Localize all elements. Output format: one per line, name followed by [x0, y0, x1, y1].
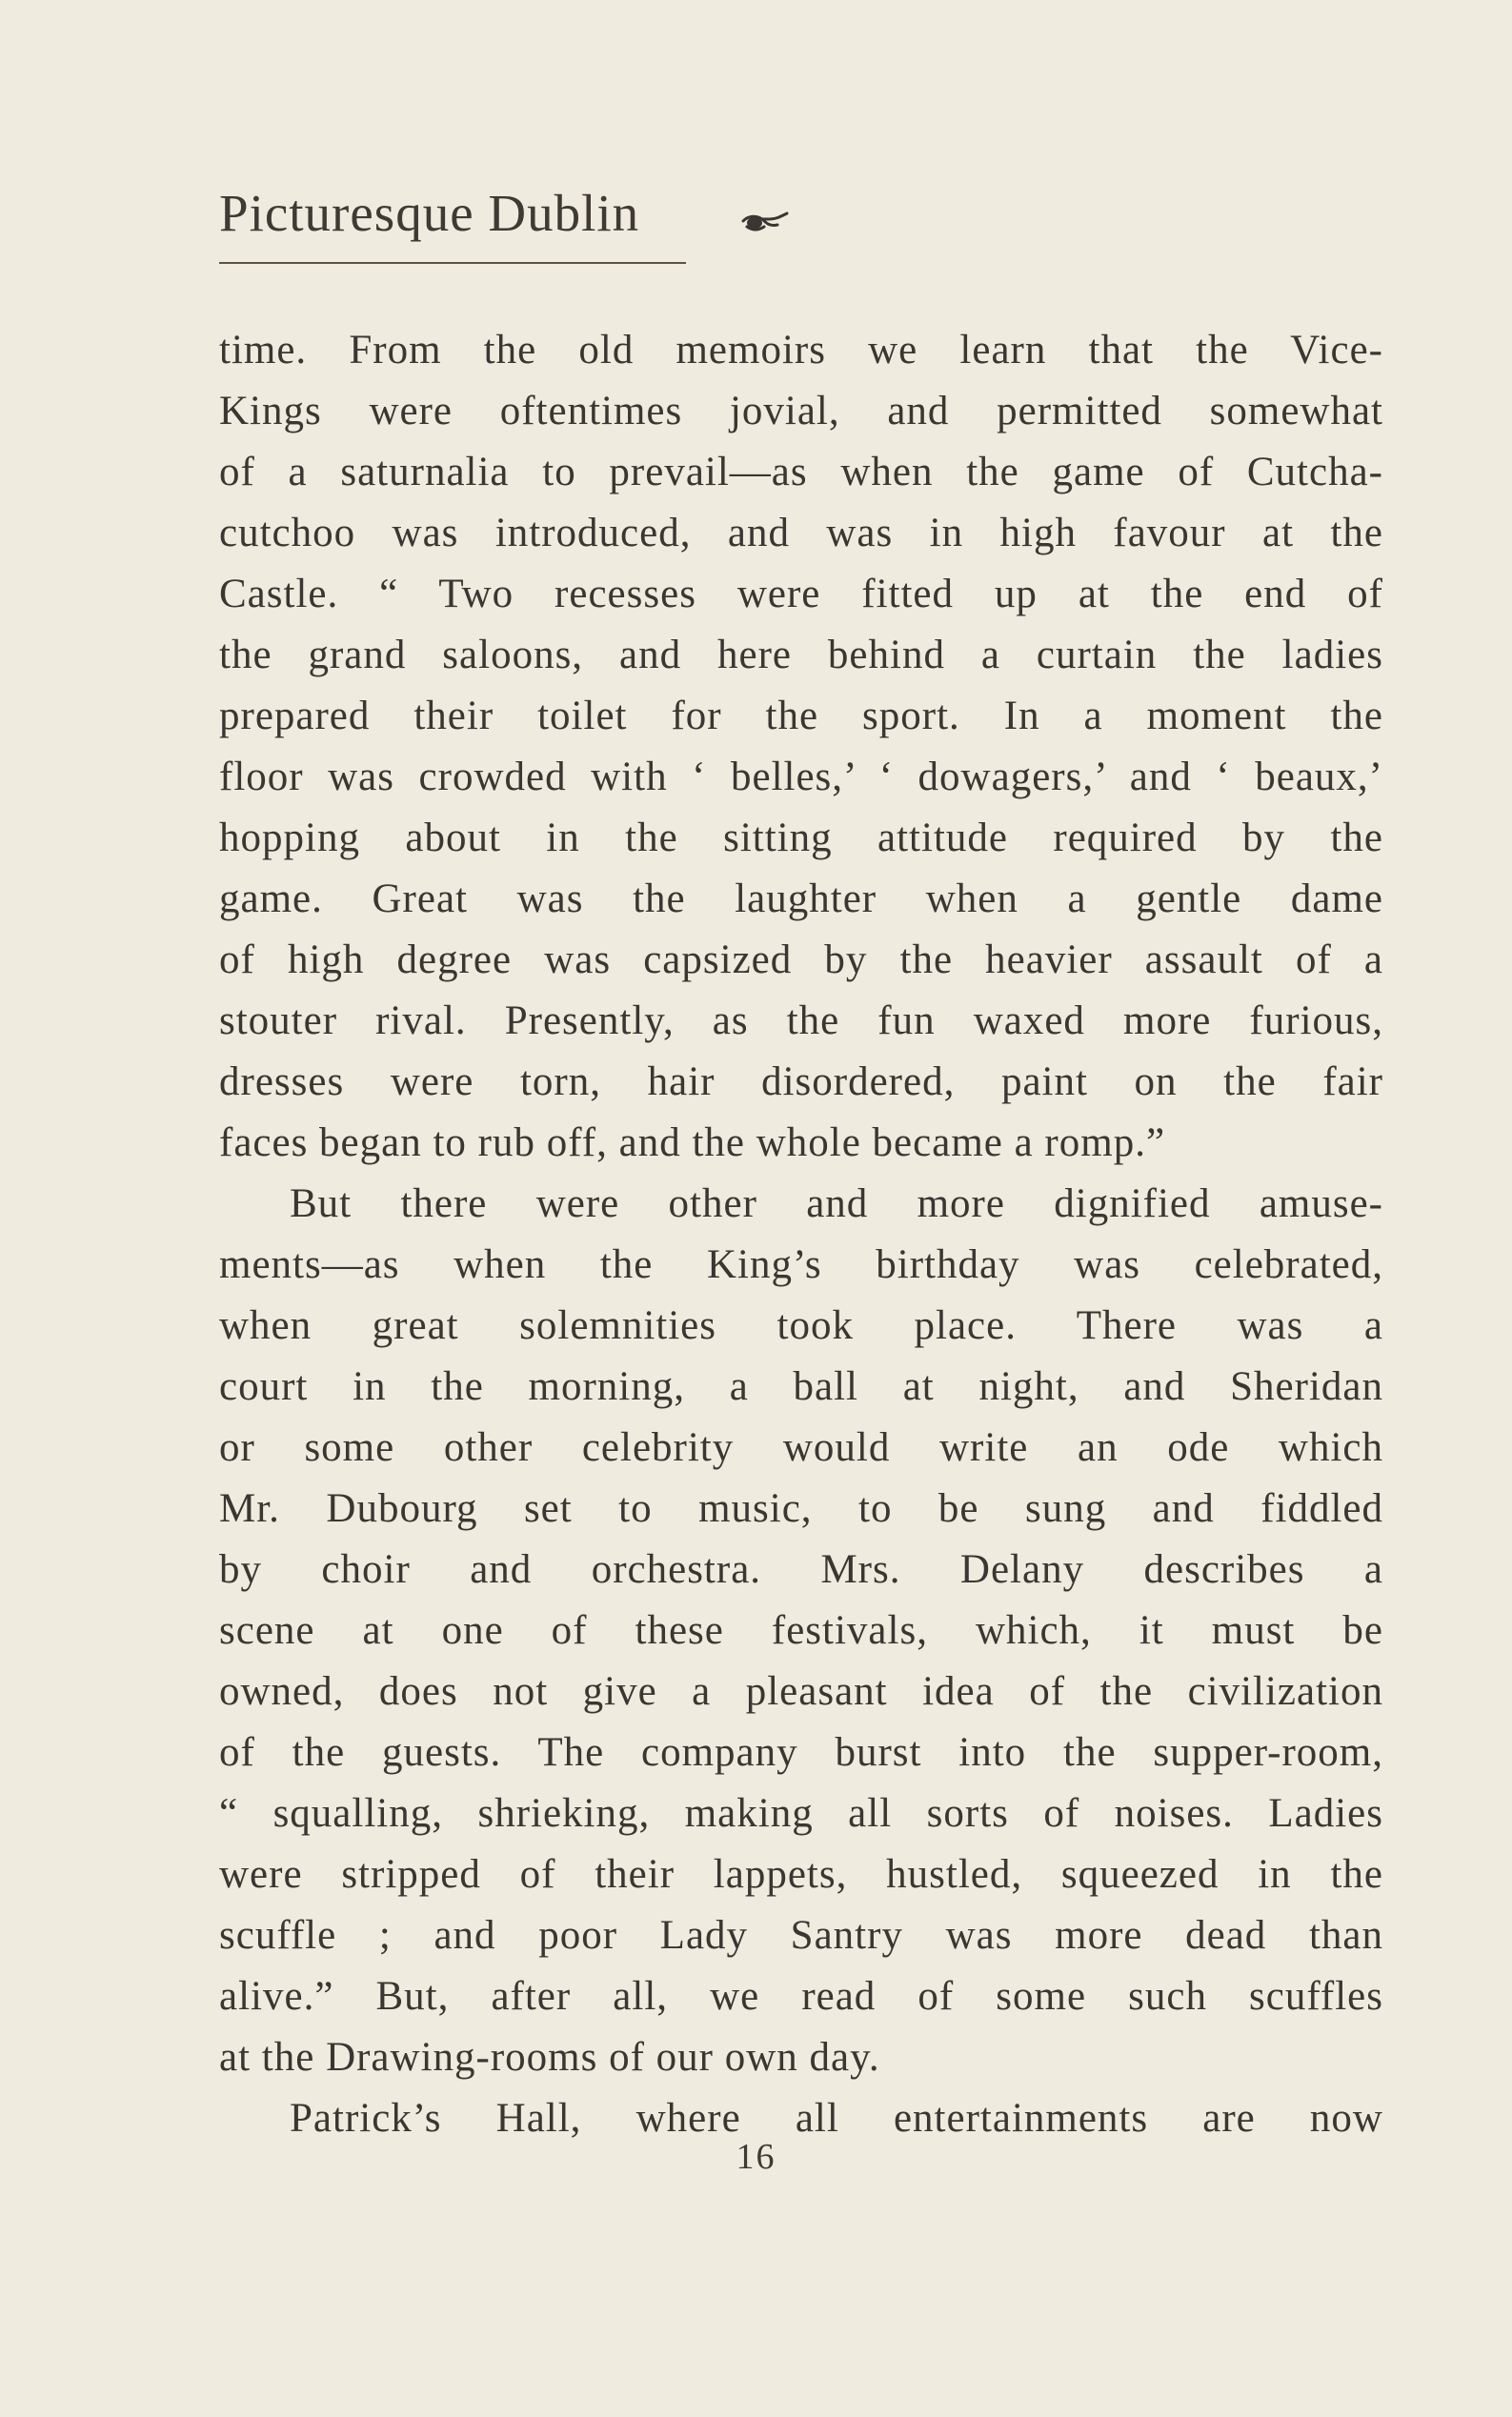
text-line: Castle. “ Two recesses were fitted up at the end of	[219, 572, 1383, 616]
text-line: “ squalling, shrieking, making all sorts of noises. Ladies	[219, 1791, 1383, 1836]
text-line: faces began to rub off, and the whole became a romp.”	[219, 1120, 1166, 1165]
paragraph-first-line: But there were other and more dignified amuse-	[290, 1181, 1383, 1226]
text-line: floor was crowded with ‘ belles,’ ‘ dowagers,’ and ‘ beaux,’	[219, 755, 1383, 799]
running-head: Picturesque Dublin	[219, 184, 640, 242]
text-line: stouter rival. Presently, as the fun waxed more furious,	[219, 998, 1383, 1043]
header-rule	[219, 262, 686, 264]
text-line: alive.” But, after all, we read of some such scuffles	[219, 1974, 1383, 2019]
pointing-hand-ornament-icon	[741, 210, 789, 238]
text-line: of the guests. The company burst into the supper-room,	[219, 1730, 1383, 1775]
text-line: the grand saloons, and here behind a curtain the ladies	[219, 633, 1383, 677]
paragraph-first-line: Patrick’s Hall, where all entertainments are now	[290, 2096, 1383, 2141]
text-line: time. From the old memoirs we learn that the Vice-	[219, 328, 1383, 373]
text-line: were stripped of their lappets, hustled, squeezed in the	[219, 1852, 1383, 1897]
text-line: Kings were oftentimes jovial, and permitted somewhat	[219, 389, 1383, 433]
text-line: Mr. Dubourg set to music, to be sung and fiddled	[219, 1486, 1383, 1531]
text-line: or some other celebrity would write an ode which	[219, 1425, 1383, 1470]
text-line: hopping about in the sitting attitude required by the	[219, 816, 1383, 860]
text-line: scuffle ; and poor Lady Santry was more dead than	[219, 1913, 1383, 1958]
text-line: of a saturnalia to prevail—as when the game of Cutcha-	[219, 450, 1383, 494]
text-line: ments—as when the King’s birthday was celebrated,	[219, 1242, 1383, 1287]
text-line: scene at one of these festivals, which, it must be	[219, 1608, 1383, 1653]
text-line: prepared their toilet for the sport. In a moment the	[219, 694, 1383, 738]
text-line: court in the morning, a ball at night, and Sheridan	[219, 1364, 1383, 1409]
text-line: owned, does not give a pleasant idea of the civilization	[219, 1669, 1383, 1714]
text-line: at the Drawing-rooms of our own day.	[219, 2035, 880, 2080]
text-line: game. Great was the laughter when a gentle dame	[219, 876, 1383, 921]
text-line: when great solemnities took place. There was a	[219, 1303, 1383, 1348]
text-line: cutchoo was introduced, and was in high favour at the	[219, 511, 1383, 555]
text-line: of high degree was capsized by the heavier assault of a	[219, 937, 1383, 982]
body-text	[219, 320, 1383, 2149]
text-line: by choir and orchestra. Mrs. Delany describes a	[219, 1547, 1383, 1592]
page-number: 16	[736, 2137, 776, 2177]
text-line: dresses were torn, hair disordered, paint on the fair	[219, 1059, 1383, 1104]
